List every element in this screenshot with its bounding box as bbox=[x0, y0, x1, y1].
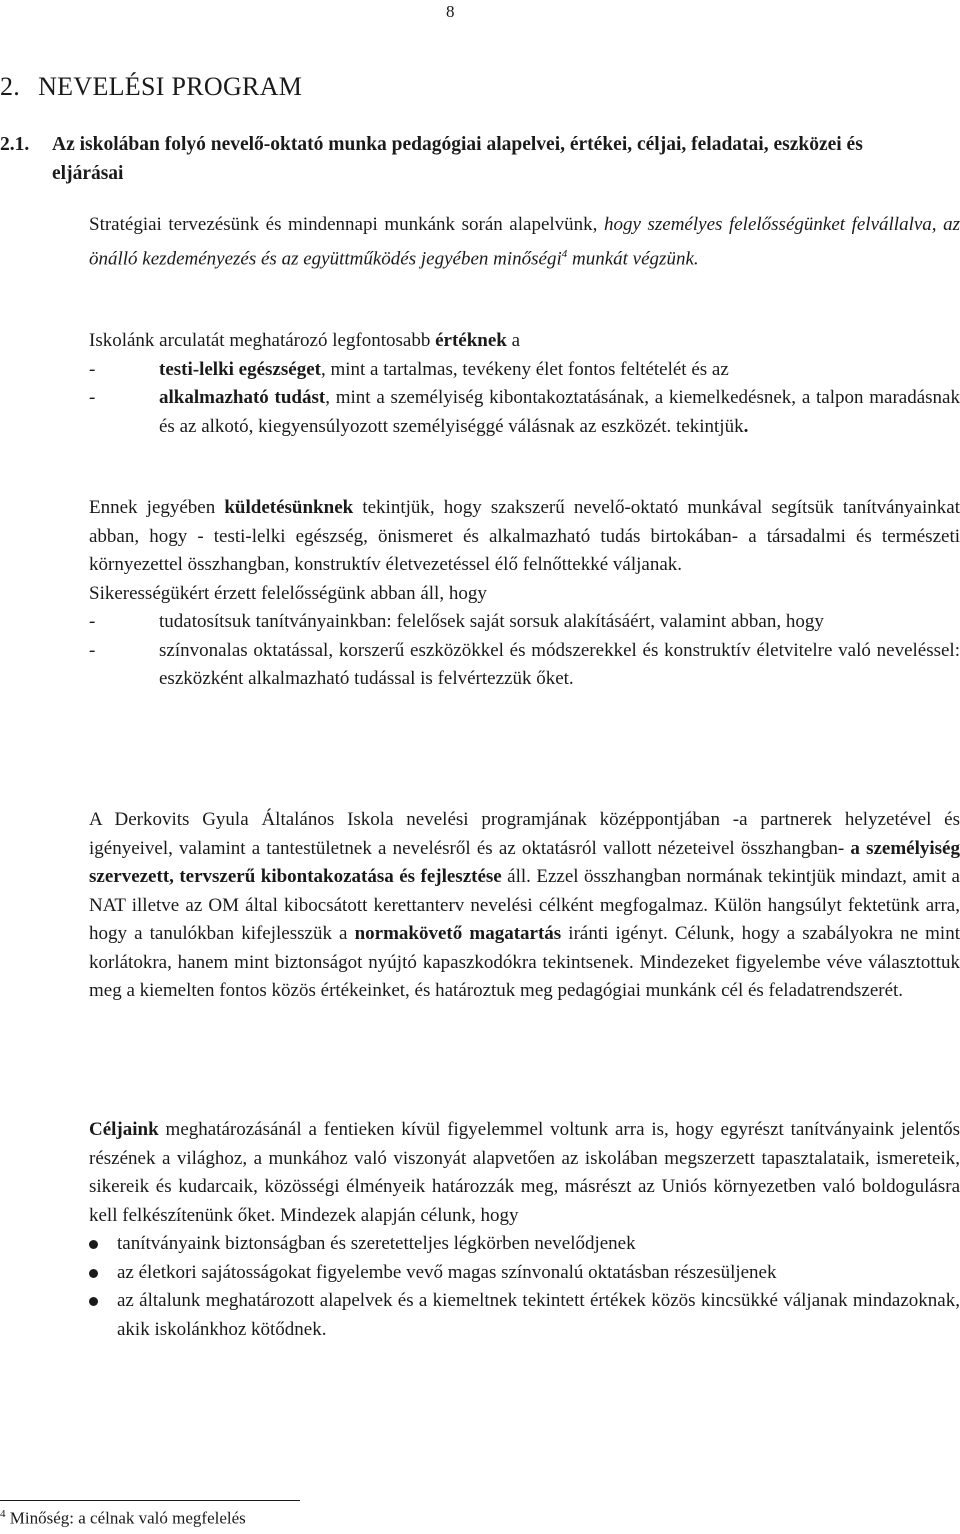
list-item-rest: , mint a tartalmas, tevékeny élet fontos feltételét és az bbox=[320, 358, 729, 380]
bullet-text: az életkori sajátosságokat figyelembe vevő magas színvonalú oktatásban részesüljenek bbox=[117, 1261, 777, 1283]
paragraph-goals bbox=[89, 1116, 960, 1344]
list-item-text bbox=[159, 356, 960, 385]
goals-keyword: Céljaink bbox=[89, 1119, 159, 1140]
paragraph-principle bbox=[89, 211, 960, 273]
values-keyword: értéknek bbox=[435, 330, 507, 351]
program-text: A Derkovits Gyula Általános Iskola nevelési programjának középpontjában -a partnerek helyzetével és igényeivel, valamint a tantestületnek a nevelésről és az oktatásról vallott nézeteivel összhangban- bbox=[89, 809, 960, 859]
responsibility-text: Sikerességükért érzett felelősségünk abban áll, hogy bbox=[89, 582, 487, 604]
list-dash: - bbox=[89, 358, 96, 380]
list-dash: - bbox=[89, 639, 96, 661]
footnote bbox=[0, 1508, 246, 1529]
bullet-item bbox=[89, 1287, 960, 1344]
list-item bbox=[89, 637, 960, 694]
section-heading bbox=[0, 130, 915, 188]
goals-text: meghatározásánál a fentieken kívül figyelemmel voltunk arra is, hogy egyrészt tanítványaink jelentős részének a világhoz, a munkához való viszonyát alapvetően az iskolában megszerzett tapasztalataik, ismereteik, sikereik és kudarcaik, közösségi élményeik határozzák meg, másrészt az Uniós környezetben való boldogulásra kell felkészítenünk őket. Mindezek alapján célunk, hogy bbox=[89, 1119, 960, 1226]
footnote-text: Minőség: a célnak való megfelelés bbox=[5, 1508, 246, 1528]
page-number: 8 bbox=[446, 2, 455, 21]
principle-italic-text: hogy személyes felelősségünket felvállalva, az önálló kezdeményezés és az együttműködés jegyében minőségi bbox=[89, 214, 960, 269]
bullet-text: tanítványaink biztonságban és szeretetteljes légkörben nevelődjenek bbox=[117, 1233, 636, 1254]
values-intro-end: a bbox=[506, 330, 521, 351]
section-title: Az iskolában folyó nevelő-oktató munka pedagógiai alapelvei, értékei, céljai, feladatai, eszközei és eljárásai bbox=[52, 134, 863, 184]
program-bold-2: normakövető magatartás bbox=[354, 923, 562, 944]
bullet-icon bbox=[89, 1287, 117, 1344]
values-intro: Iskolánk arculatát meghatározó legfontosabb bbox=[89, 330, 436, 351]
mission-text: tekintjük, hogy szakszerű nevelő-oktató munkával segítsük tanítványainkat abban, hogy - testi-lelki egészség, önismeret és alkalmazható tudás birtokában- a társadalmi és természeti környezettel összhangban, konstruktív életvezetéssel élő felnőttekké váljanak. bbox=[89, 497, 960, 575]
list-item bbox=[89, 608, 960, 637]
section-number: 2.1. bbox=[0, 134, 30, 155]
chapter-number: 2. bbox=[0, 72, 21, 101]
chapter-heading bbox=[0, 72, 302, 102]
paragraph-mission bbox=[89, 494, 960, 694]
footnote-divider bbox=[0, 1500, 300, 1501]
list-item-bold: testi-lelki egészséget bbox=[159, 358, 321, 380]
paragraph-values bbox=[89, 327, 960, 441]
list-item-rest: , mint a személyiség kibontakoztatásának, a kiemelkedésnek, a talpon maradásnak és az alkotó, kiegyensúlyozott személyiséggé válásnak az eszközét. tekintjük bbox=[159, 387, 960, 437]
footnote-mark: 4 bbox=[0, 1508, 6, 1520]
bullet-icon bbox=[89, 1230, 117, 1259]
program-text-3: iránti igényt. Célunk, hogy a szabályokra ne mint korlátokra, hanem mint biztonságot nyújtó kapaszkodókra tekintsenek. Mindezeket figyelembe véve választottuk meg a kiemelten fontos közös értékeinket, és határoztuk meg pedagógiai munkánk cél és feladatrendszerét. bbox=[89, 923, 960, 1001]
paragraph-program bbox=[89, 806, 960, 1006]
bullet-item bbox=[89, 1230, 960, 1259]
bullet-icon bbox=[89, 1259, 117, 1288]
principle-text: Stratégiai tervezésünk és mindennapi munkánk során alapelvünk, bbox=[89, 214, 604, 235]
list-item bbox=[89, 356, 960, 385]
program-bold: a személyiség szervezett, tervszerű kibontakozatása és fejlesztése bbox=[89, 837, 960, 887]
list-item-bold: alkalmazható tudást bbox=[159, 387, 326, 408]
list-item-text bbox=[159, 384, 960, 441]
list-item bbox=[89, 384, 960, 441]
mission-keyword: küldetésünknek bbox=[224, 497, 354, 518]
mission-intro: Ennek jegyében bbox=[89, 497, 225, 518]
list-dash: - bbox=[89, 611, 96, 632]
principle-italic-end: munkát végzünk. bbox=[567, 247, 699, 269]
program-text-2: áll. Ezzel összhangban normának tekintjük mindazt, amit a NAT illetve az OM által kibocsátott kerettanterv nevelési célként megfogalmaz. Külön hangsúlyt fektetünk arra, hogy a tanulókban kifejlesszük a bbox=[89, 866, 960, 944]
list-dash: - bbox=[89, 387, 96, 408]
footnote-ref: 4 bbox=[561, 247, 568, 260]
bullet-text: az általunk meghatározott alapelvek és a kiemeltnek tekintett értékek közös kincsükké váljanak mindazoknak, akik iskolánkhoz kötődnek. bbox=[117, 1290, 960, 1340]
bullet-item bbox=[89, 1259, 960, 1288]
list-item-text: színvonalas oktatással, korszerű eszközökkel és módszerekkel és konstruktív életvitelre való neveléssel: eszközként alkalmazható tudással is felvértezzük őket. bbox=[159, 639, 960, 689]
list-item-text: tudatosítsuk tanítványainkban: felelősek saját sorsuk alakításáért, valamint abban, hogy bbox=[159, 611, 824, 632]
chapter-title: NEVELÉSI PROGRAM bbox=[38, 72, 303, 101]
list-item-end: . bbox=[743, 415, 749, 437]
